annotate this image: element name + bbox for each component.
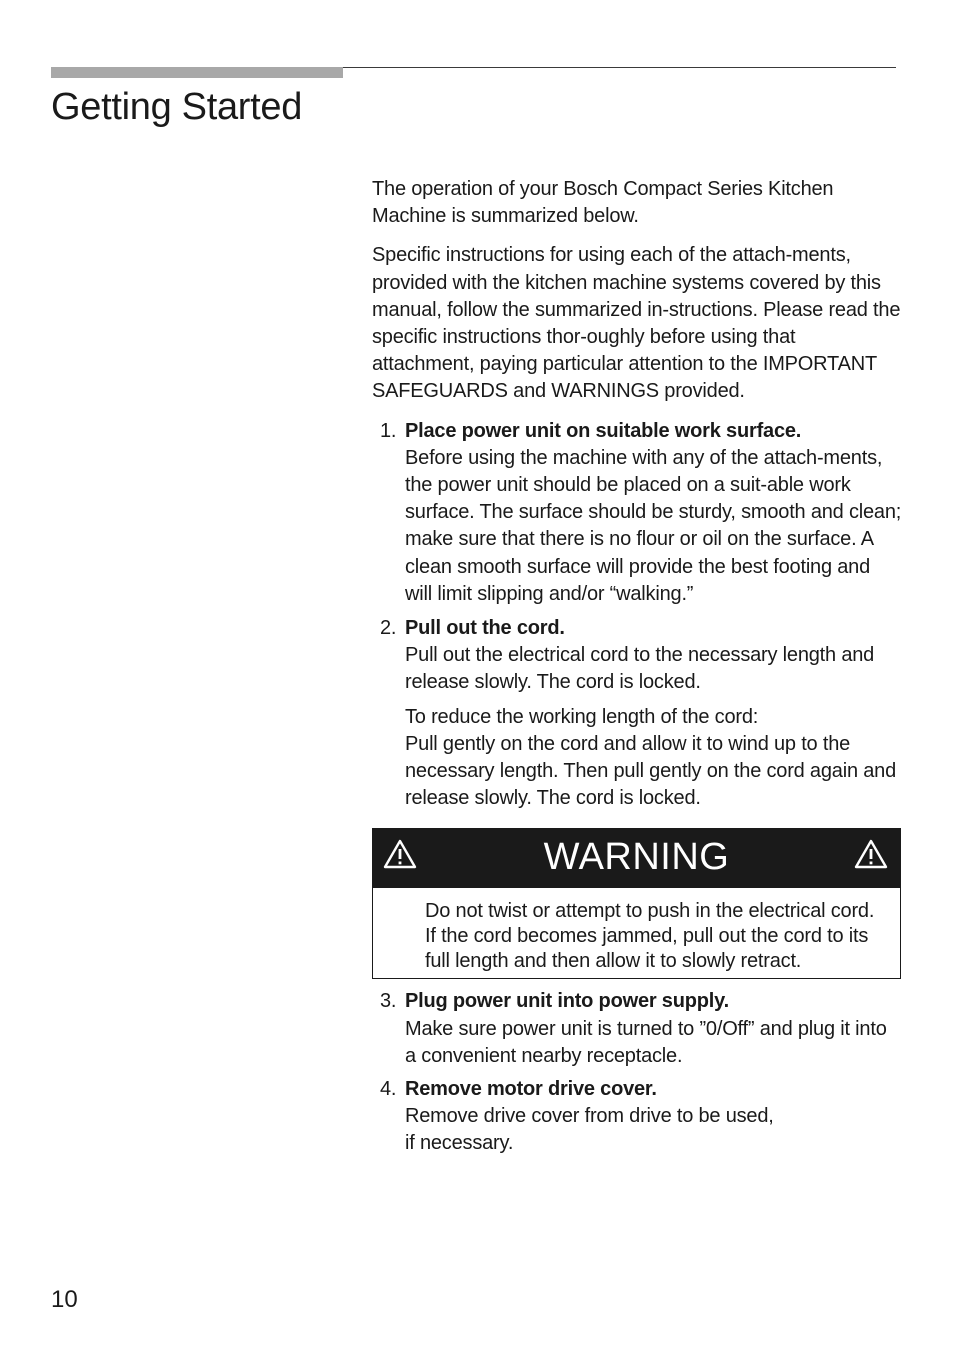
step-note-intro: To reduce the working length of the cord: — [405, 705, 759, 728]
step-number: 1. — [380, 419, 397, 442]
step-item — [372, 418, 902, 608]
step-title: Remove motor drive cover. — [405, 1078, 657, 1101]
step-note — [405, 704, 902, 813]
warning-box — [372, 828, 901, 979]
header-rule-thick — [51, 67, 343, 78]
intro-paragraph: Specific instructions for using each of the attach-ments, provided with the kitchen machine systems covered by this manual, follow the summarized in-structions. Please read the specific instructions thor-oughly before using that attachment, paying particular attention to the IMPORTANT SAFEGUARDS and WARNINGS provided. — [372, 244, 901, 403]
step-item — [372, 988, 902, 1070]
step-note-body: Pull gently on the cord and allow it to wind up to the necessary length. Then pull gently on the cord again and release slowly. The cord is locked. — [405, 732, 896, 810]
step-title: Pull out the cord. — [405, 617, 565, 640]
step-body: Remove drive cover from drive to be used, — [405, 1105, 774, 1128]
step-number: 3. — [380, 990, 397, 1013]
warning-header — [373, 829, 900, 888]
main-content — [372, 176, 902, 1158]
page-title: Getting Started — [51, 86, 303, 128]
warning-triangle-icon — [854, 839, 888, 869]
page-number: 10 — [51, 1286, 78, 1313]
warning-text: Do not twist or attempt to push in the electrical cord. If the cord becomes jammed, pull out the cord to its full length and then allow it to slowly retract. — [425, 900, 875, 973]
step-body: Make sure power unit is turned to ”0/Off” and plug it into a convenient nearby receptacle. — [405, 1017, 887, 1067]
step-body: Pull out the electrical cord to the necessary length and release slowly. The cord is locked. — [405, 644, 875, 694]
step-item — [372, 1076, 902, 1158]
step-number: 2. — [380, 617, 397, 640]
step-body: if necessary. — [405, 1132, 514, 1155]
step-item — [372, 615, 902, 812]
warning-title: WARNING — [543, 836, 730, 879]
step-title: Place power unit on suitable work surface. — [405, 419, 802, 442]
step-body: Before using the machine with any of the attach-ments, the power unit should be placed on a suit-able work surface. The surface should be sturdy, smooth and clean; make sure that there is no flour or oil on the surface. A clean smooth surface will provide the best footing and will limit slipping and/or “walking.” — [405, 446, 902, 605]
step-number: 4. — [380, 1078, 397, 1101]
intro-paragraph: The operation of your Bosch Compact Series Kitchen Machine is summarized below. — [372, 178, 834, 228]
header-rule-thin — [343, 67, 896, 68]
step-title: Plug power unit into power supply. — [405, 990, 729, 1013]
